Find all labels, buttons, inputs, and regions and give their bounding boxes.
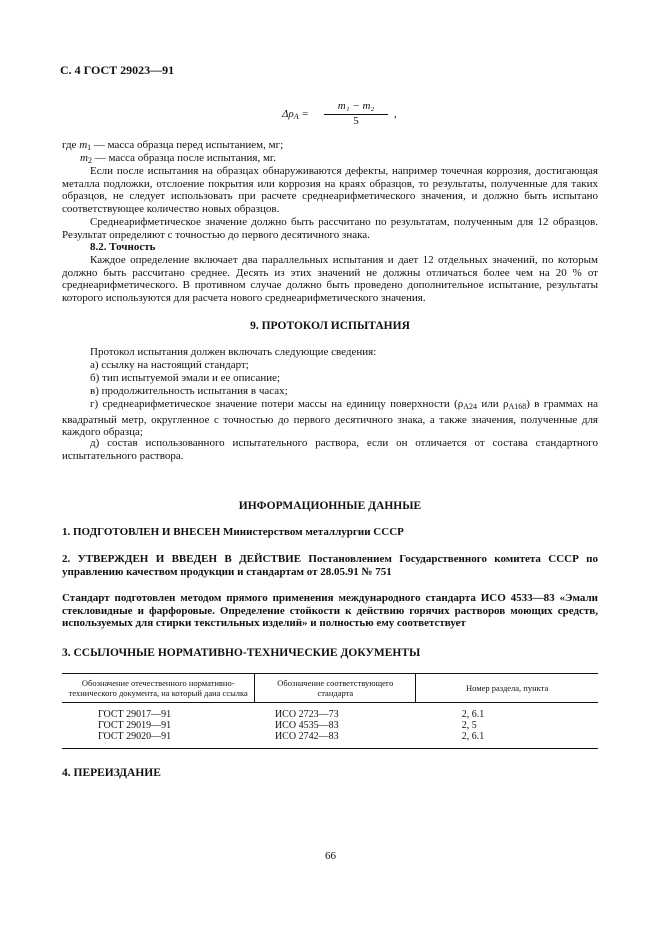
list-item-a: а) ссылку на настоящий стандарт; xyxy=(90,359,249,371)
info-item-2: 2. УТВЕРЖДЕН И ВВЕДЕН В ДЕЙСТВИЕ Постановлением Государственного комитета СССР по управлению качеством продукции и стандартам от 28.05.91 № 751 xyxy=(62,553,599,578)
list-item-e: д) состав использованного испытательного раствора, если он отличается от состава стандартного испытательного раствора. xyxy=(62,437,598,462)
table-cell: ГОСТ 29020—91 xyxy=(62,731,255,749)
table-row xyxy=(62,731,598,749)
references-table xyxy=(62,673,598,749)
list-item-c: в) продолжительность испытания в часах; xyxy=(90,385,288,397)
table-cell: ГОСТ 29019—91 xyxy=(98,720,172,731)
formula-numerator: m₁ − m₂ xyxy=(337,100,375,112)
table-cell: 2, 5 xyxy=(461,720,477,731)
section-8-2-text: Каждое определение включает два параллельных испытания и дает 12 отдельных значений, по которым должно быть рассчитано среднее. Десять из этих значений не должны отличаться более чем на 20 % от среднеарифметического. В противном случае должно быть проведено дополнительное испытание, результаты которого используются для расчета нового среднеарифметического значения. xyxy=(62,254,598,304)
section-8-2-title: 8.2. Точность xyxy=(90,241,156,253)
info-item-3: 3. ССЫЛОЧНЫЕ НОРМАТИВНО-ТЕХНИЧЕСКИЕ ДОКУМЕНТЫ xyxy=(62,647,421,659)
table-header-international: Обозначение соответствующего стандарта xyxy=(255,674,416,703)
table-header-national: Обозначение отечественного нормативно-технического документа, на который дана ссылка xyxy=(62,674,255,703)
definition-m1: где $m_1$ — масса образца перед испытанием, мг; xyxy=(62,139,284,152)
table-header-section: Номер раздела, пункта xyxy=(416,674,598,703)
page-number: 66 xyxy=(325,850,336,862)
page-header: С. 4 ГОСТ 29023—91 xyxy=(60,63,175,77)
formula-lhs: $\Delta\rho_A$ = xyxy=(282,108,309,121)
section-9-intro: Протокол испытания должен включать следующие сведения: xyxy=(90,346,377,358)
table-row xyxy=(62,703,598,721)
info-title: ИНФОРМАЦИОННЫЕ ДАННЫЕ xyxy=(238,500,422,512)
table-cell: 2, 6.1 xyxy=(416,731,598,749)
formula-denominator: 5 xyxy=(353,115,359,127)
table-cell: ИСО 2742—83 xyxy=(255,731,416,749)
table-cell: ИСО 2723—73 xyxy=(274,709,339,720)
table-header-row xyxy=(62,674,598,703)
paragraph-average: Среднеарифметическое значение должно быть рассчитано по результатам, полученным для 12 образцов. Результат определяют с точностью до первого десятичного знака. xyxy=(62,216,598,241)
definition-m2: $m_2$ — масса образца после испытания, мг. xyxy=(80,152,276,165)
table-cell: ГОСТ 29017—91 xyxy=(98,709,172,720)
info-item-4: 4. ПЕРЕИЗДАНИЕ xyxy=(62,767,161,779)
table-row xyxy=(62,720,598,731)
table-cell: 2, 6.1 xyxy=(461,709,485,720)
section-9-title: 9. ПРОТОКОЛ ИСПЫТАНИЯ xyxy=(250,320,410,332)
list-item-d: г) среднеарифметическое значение потери массы на единицу поверхности ($\rho_{A24}$ или $\rho_{A168}$) в граммах на квадратный метр, округленное с точностью до первого десятичного знака, а также значения, полученные для каждого образца; xyxy=(62,398,598,439)
formula-comma: , xyxy=(394,108,397,120)
list-item-b: б) тип испытуемой эмали и ее описание; xyxy=(90,372,281,384)
info-item-1: 1. ПОДГОТОВЛЕН И ВНЕСЕН Министерством металлургии СССР xyxy=(62,526,404,538)
standard-note: Стандарт подготовлен методом прямого применения международного стандарта ИСО 4533—83 «Эмали стекловидные и фарфоровые. Определение стойкости к действию горячих растворов моющих средств, используемых для стирки текстильных изделий» и полностью ему соответствует xyxy=(62,592,598,630)
table-cell: ИСО 4535—83 xyxy=(274,720,339,731)
paragraph-defects: Если после испытания на образцах обнаруживаются дефекты, например точечная коррозия, достигающая металла подложки, отслоение покрытия или коррозия на краях образцов, то результаты, полученные для таких образцов, не следует использовать при расчете среднеарифметического значения, и должно быть испытано соответствующее количество новых образцов. xyxy=(62,165,598,215)
